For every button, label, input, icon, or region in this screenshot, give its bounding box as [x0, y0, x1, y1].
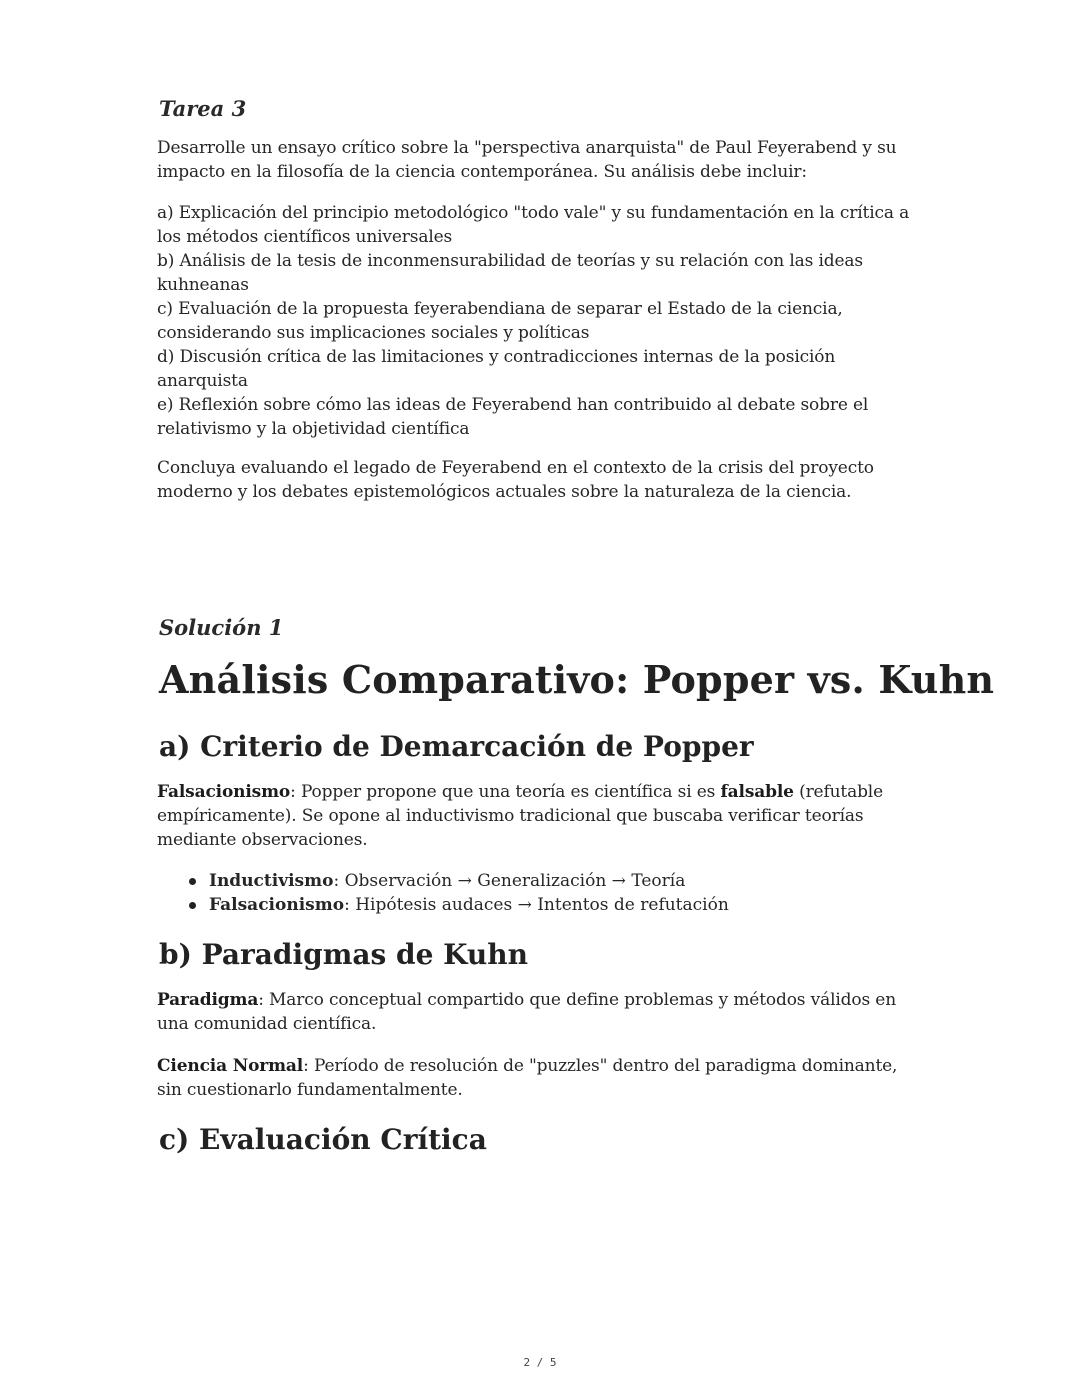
bullet-term: Falsacionismo	[209, 895, 345, 915]
ciencia-normal-text: : Período de resolución de "puzzles" dentro del paradigma dominante, sin cuestionarlo fundamentalmente.	[157, 1056, 898, 1100]
paradigma-text: : Marco conceptual compartido que define problemas y métodos válidos en una comunidad científica.	[157, 990, 897, 1034]
list-item	[187, 869, 729, 893]
section-a-heading: a) Criterio de Demarcación de Popper	[159, 730, 754, 763]
task-conclusion: Concluya evaluando el legado de Feyerabend en el contexto de la crisis del proyecto moderno y los debates epistemológicos actuales sobre la naturaleza de la ciencia.	[157, 458, 874, 502]
solution-label: Solución 1	[159, 615, 284, 640]
falsacionismo-term: Falsacionismo	[157, 782, 291, 802]
task-intro: Desarrolle un ensayo crítico sobre la "perspectiva anarquista" de Paul Feyerabend y su impacto en la filosofía de la ciencia contemporánea. Su análisis debe incluir:	[157, 138, 897, 182]
page-number: 2 / 5	[523, 1356, 557, 1369]
ciencia-normal-term: Ciencia Normal	[157, 1056, 304, 1076]
task-items-list	[157, 201, 927, 441]
task-item-d: d) Discusión crítica de las limitaciones y contradicciones internas de la posición anarquista	[157, 347, 836, 391]
bullet-icon	[189, 902, 196, 909]
task-item-e: e) Reflexión sobre cómo las ideas de Feyerabend han contribuido al debate sobre el relativismo y la objetividad científica	[157, 395, 869, 439]
popper-bullet-list	[187, 869, 729, 917]
task-item-b: b) Análisis de la tesis de inconmensurabilidad de teorías y su relación con las ideas kuhneanas	[157, 251, 863, 295]
task-item-c: c) Evaluación de la propuesta feyerabendiana de separar el Estado de la ciencia, considerando sus implicaciones sociales y políticas	[157, 299, 843, 343]
section-c-heading: c) Evaluación Crítica	[159, 1123, 487, 1156]
bullet-icon	[189, 878, 196, 885]
section-b-heading: b) Paradigmas de Kuhn	[159, 938, 528, 971]
solution-title: Análisis Comparativo: Popper vs. Kuhn	[159, 657, 995, 702]
bullet-term: Inductivismo	[209, 871, 334, 891]
falsacionismo-text-2: (refutable empíricamente). Se opone al inductivismo tradicional que buscaba verificar teorías mediante observaciones.	[157, 782, 884, 850]
bullet-text: : Hipótesis audaces → Intentos de refutación	[344, 895, 729, 915]
list-item	[187, 893, 729, 917]
falsacionismo-paragraph	[157, 780, 927, 852]
task-label: Tarea 3	[159, 96, 247, 121]
falsable-word: falsable	[720, 782, 794, 802]
task-item-a: a) Explicación del principio metodológico "todo vale" y su fundamentación en la crítica a los métodos científicos universales	[157, 203, 910, 247]
paradigma-term: Paradigma	[157, 990, 259, 1010]
paradigma-paragraph	[157, 988, 927, 1036]
bullet-text: : Observación → Generalización → Teoría	[333, 871, 686, 891]
ciencia-normal-paragraph	[157, 1054, 927, 1102]
falsacionismo-text-1: : Popper propone que una teoría es científica si es	[290, 782, 721, 802]
